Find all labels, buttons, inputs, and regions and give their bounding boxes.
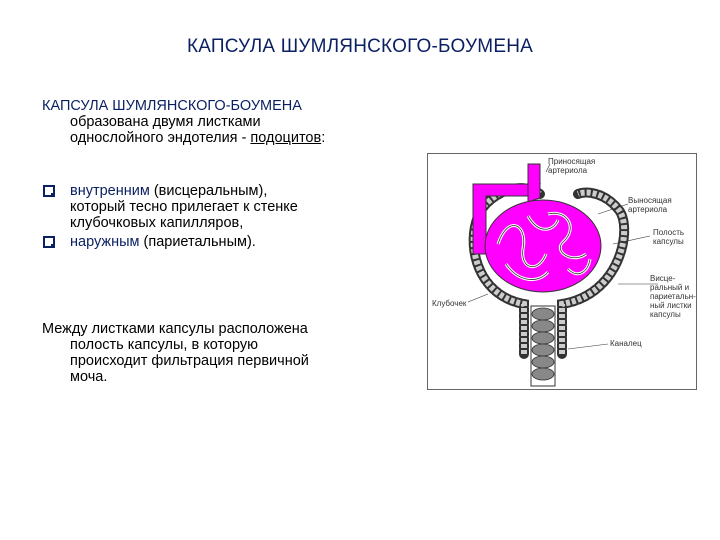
- podocytes-term: подоцитов: [250, 130, 322, 146]
- efferent-label: [628, 196, 672, 214]
- afferent-label: [548, 157, 595, 175]
- tubule-label: Каналец: [610, 339, 642, 348]
- list-item: [42, 183, 422, 231]
- intro-line-1: образована двумя листками: [70, 114, 261, 130]
- list-item-2-line-1: [70, 234, 422, 250]
- list-item-1-keyword: внутренним: [70, 183, 150, 199]
- list-item-1-rest: (висцеральным),: [149, 183, 268, 199]
- efferent-label-line-1: Выносящая: [628, 196, 672, 205]
- list-item: [42, 234, 422, 250]
- afferent-label-line-1: Приносящая: [548, 157, 596, 166]
- visceral-label-line-3: париетальн-: [650, 292, 696, 301]
- renal-corpuscle-figure: [427, 153, 697, 390]
- afferent-label-line-2: артериола: [548, 166, 588, 175]
- leaflet-list: [42, 183, 422, 253]
- cavity-label-line-2: капсулы: [653, 237, 684, 246]
- intro-line-2-suffix: :: [321, 130, 326, 146]
- paragraph-line-2: полость капсулы, в которую: [70, 337, 259, 353]
- checkbox-bullet-icon: [42, 184, 56, 198]
- efferent-arteriole: [528, 164, 540, 202]
- list-item-2-rest: (париетальным).: [139, 234, 256, 250]
- visceral-label-line-5: капсулы: [650, 310, 681, 319]
- glomerulus-label: Клубочек: [432, 299, 467, 308]
- intro-block: [42, 98, 422, 146]
- renal-corpuscle-diagram: [428, 154, 696, 389]
- cavity-label: [653, 228, 684, 246]
- visceral-label: [650, 274, 696, 319]
- visceral-label-line-1: Висце-: [650, 274, 676, 283]
- efferent-label-line-2: артериола: [628, 205, 668, 214]
- capsule-cavity-paragraph: [42, 321, 402, 385]
- visceral-label-line-2: ральный и: [650, 283, 690, 292]
- intro-line-2-prefix: однослойного эндотелия -: [70, 130, 251, 146]
- paragraph-line-3: происходит фильтрация первичной: [70, 353, 309, 369]
- intro-line-2: [42, 130, 422, 146]
- slide-title: КАПСУЛА ШУМЛЯНСКОГО-БОУМЕНА: [186, 36, 534, 57]
- list-item-1-line-3: клубочковых капилляров,: [70, 215, 244, 231]
- list-item-2-keyword: наружным: [70, 234, 140, 250]
- cavity-label-line-1: Полость: [653, 228, 685, 237]
- list-item-1-line-2: который тесно прилегает к стенке: [70, 199, 298, 215]
- visceral-label-line-4: ный листки: [650, 301, 692, 310]
- list-item-1-line-1: [70, 183, 422, 199]
- paragraph-line-4: моча.: [70, 369, 108, 385]
- paragraph-line-1: Между листками капсулы расположена: [42, 321, 308, 337]
- tubule: [531, 306, 555, 386]
- intro-heading: КАПСУЛА ШУМЛЯНСКОГО-БОУМЕНА: [42, 98, 302, 114]
- glomerulus: [485, 200, 601, 292]
- checkbox-bullet-icon: [42, 235, 56, 249]
